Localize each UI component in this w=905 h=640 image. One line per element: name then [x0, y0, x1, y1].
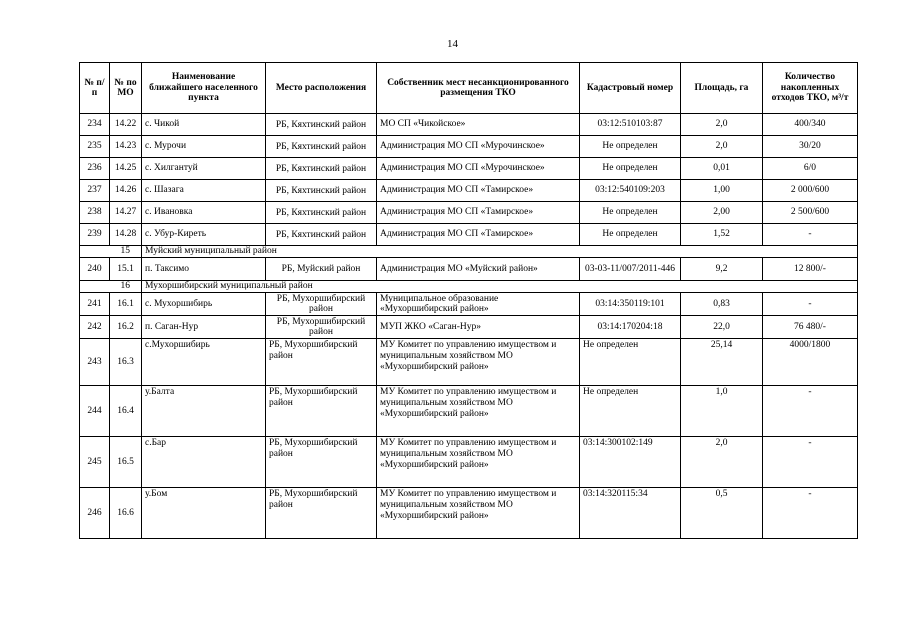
cell-cadastral: 03:12:510103:87 [580, 114, 681, 136]
cell-location: РБ, Кяхтинский район [266, 202, 377, 224]
cell-number: 245 [80, 437, 110, 488]
cell-place: с. Чикой [142, 114, 266, 136]
cell-owner: Администрация МО СП «Тамирское» [377, 180, 580, 202]
cell-area: 0,01 [681, 158, 763, 180]
table-row [80, 258, 858, 281]
table-row [80, 316, 858, 339]
table-row [80, 386, 858, 437]
cell-cadastral: Не определен [580, 339, 681, 386]
cell-number: 244 [80, 386, 110, 437]
cell-cadastral: Не определен [580, 136, 681, 158]
cell-owner: Муниципальное образование «Мухоршибирский район» [377, 293, 580, 316]
cell-area: 2,0 [681, 114, 763, 136]
cell-owner: Администрация МО СП «Мурочинское» [377, 158, 580, 180]
table-row [80, 180, 858, 202]
cell-number: 242 [80, 316, 110, 339]
cell-place: с.Бар [142, 437, 266, 488]
cell-mo: 14.22 [110, 114, 142, 136]
cell-number: 237 [80, 180, 110, 202]
cell-owner: Администрация МО СП «Тамирское» [377, 224, 580, 246]
table-row [80, 136, 858, 158]
cell-area: 1,00 [681, 180, 763, 202]
cell-place: у.Бом [142, 488, 266, 539]
cell-mo: 14.26 [110, 180, 142, 202]
table-row [80, 437, 858, 488]
cell-number: 238 [80, 202, 110, 224]
table-row [80, 339, 858, 386]
cell-quantity: - [763, 224, 858, 246]
cell-area: 9,2 [681, 258, 763, 281]
cell-area: 2,0 [681, 437, 763, 488]
table-row [80, 158, 858, 180]
cell-number: 236 [80, 158, 110, 180]
cell-area: 1,52 [681, 224, 763, 246]
cell-quantity: 6/0 [763, 158, 858, 180]
cell-location: РБ, Кяхтинский район [266, 224, 377, 246]
cell-mo: 14.23 [110, 136, 142, 158]
table-row [80, 488, 858, 539]
cell-location: РБ, Кяхтинский район [266, 136, 377, 158]
section-title: Мухоршибирский муниципальный район [142, 281, 858, 293]
cell-number: 235 [80, 136, 110, 158]
cell-location: РБ, Мухоршибирский район [266, 488, 377, 539]
header-cell: Наименование ближайшего населенного пункта [142, 63, 266, 114]
cell-quantity: - [763, 293, 858, 316]
cell-quantity: - [763, 488, 858, 539]
cell-area: 1,0 [681, 386, 763, 437]
cell-location: РБ, Мухоршибирский район [266, 316, 377, 339]
section-row [80, 281, 858, 293]
cell-mo: 15.1 [110, 258, 142, 281]
cell-quantity: 12 800/- [763, 258, 858, 281]
cell-number: 234 [80, 114, 110, 136]
cell-quantity: 2 000/600 [763, 180, 858, 202]
cell-number: 240 [80, 258, 110, 281]
cell-place: с. Шазага [142, 180, 266, 202]
table-row [80, 202, 858, 224]
cell-area: 25,14 [681, 339, 763, 386]
cell-location: РБ, Кяхтинский район [266, 114, 377, 136]
cell-mo: 16.1 [110, 293, 142, 316]
cell-mo: 14.27 [110, 202, 142, 224]
cell-quantity: - [763, 386, 858, 437]
header-cell: Площадь, га [681, 63, 763, 114]
cell-quantity: 30/20 [763, 136, 858, 158]
cell-place: с. Мухоршибирь [142, 293, 266, 316]
table-row [80, 293, 858, 316]
cell-owner: МУ Комитет по управлению имуществом и муниципальным хозяйством МО «Мухоршибирский район» [377, 488, 580, 539]
table-row [80, 224, 858, 246]
cell-owner: МО СП «Чикойское» [377, 114, 580, 136]
cell-place: с. Хилгантуй [142, 158, 266, 180]
cell-area: 0,83 [681, 293, 763, 316]
cell-quantity: 4000/1800 [763, 339, 858, 386]
cell-owner: МУ Комитет по управлению имуществом и муниципальным хозяйством МО «Мухоршибирский район» [377, 339, 580, 386]
table-header-row [80, 63, 858, 114]
cell-cadastral: Не определен [580, 202, 681, 224]
cell-location: РБ, Мухоршибирский район [266, 386, 377, 437]
cell-cadastral: Не определен [580, 386, 681, 437]
cell-number: 243 [80, 339, 110, 386]
cell-owner: МУ Комитет по управлению имуществом и муниципальным хозяйством МО «Мухоршибирский район» [377, 437, 580, 488]
cell-owner: МУ Комитет по управлению имуществом и муниципальным хозяйством МО «Мухоршибирский район» [377, 386, 580, 437]
table-row [80, 114, 858, 136]
cell-location: РБ, Мухоршибирский район [266, 339, 377, 386]
cell-quantity: - [763, 437, 858, 488]
cell-mo: 16.3 [110, 339, 142, 386]
cell-cadastral: 03:14:320115:34 [580, 488, 681, 539]
section-row [80, 246, 858, 258]
cell-owner: Администрация МО СП «Тамирское» [377, 202, 580, 224]
cell-owner: Администрация МО «Муйский район» [377, 258, 580, 281]
cell-location: РБ, Мухоршибирский район [266, 293, 377, 316]
cell-area: 22,0 [681, 316, 763, 339]
header-cell: № по МО [110, 63, 142, 114]
cell-place: у.Балта [142, 386, 266, 437]
cell-area: 2,0 [681, 136, 763, 158]
cell-place: п. Таксимо [142, 258, 266, 281]
cell-cadastral: 03:14:300102:149 [580, 437, 681, 488]
page-number: 14 [447, 38, 458, 50]
cell-cadastral: 03:14:170204:18 [580, 316, 681, 339]
cell-mo: 16.4 [110, 386, 142, 437]
header-cell: Собственник мест несанкционированного размещения ТКО [377, 63, 580, 114]
cell-mo: 14.25 [110, 158, 142, 180]
cell-owner: Администрация МО СП «Мурочинское» [377, 136, 580, 158]
cell-location: РБ, Муйский район [266, 258, 377, 281]
cell-quantity: 2 500/600 [763, 202, 858, 224]
cell-mo: 16.5 [110, 437, 142, 488]
cell-quantity: 400/340 [763, 114, 858, 136]
section-number: 16 [110, 281, 142, 293]
cell-cadastral: 03:14:350119:101 [580, 293, 681, 316]
section-number: 15 [110, 246, 142, 258]
cell-place: с. Убур-Киреть [142, 224, 266, 246]
header-cell: Кадастровый номер [580, 63, 681, 114]
cell-place: с.Мухоршибирь [142, 339, 266, 386]
cell-cadastral: Не определен [580, 224, 681, 246]
waste-sites-table [79, 62, 858, 539]
header-cell: Количество накопленных отходов ТКО, м³/т [763, 63, 858, 114]
cell-owner: МУП ЖКО «Саган-Нур» [377, 316, 580, 339]
cell-place: с. Ивановка [142, 202, 266, 224]
cell-place: п. Саган-Нур [142, 316, 266, 339]
cell-mo: 16.6 [110, 488, 142, 539]
cell-quantity: 76 480/- [763, 316, 858, 339]
cell-mo: 14.28 [110, 224, 142, 246]
cell-location: РБ, Кяхтинский район [266, 158, 377, 180]
cell-area: 2,00 [681, 202, 763, 224]
cell-location: РБ, Кяхтинский район [266, 180, 377, 202]
cell-cadastral: 03:12:540109:203 [580, 180, 681, 202]
cell-mo: 16.2 [110, 316, 142, 339]
cell-number: 239 [80, 224, 110, 246]
header-cell: № п/п [80, 63, 110, 114]
cell-location: РБ, Мухоршибирский район [266, 437, 377, 488]
cell-number: 241 [80, 293, 110, 316]
header-cell: Место расположения [266, 63, 377, 114]
cell-place: с. Мурочи [142, 136, 266, 158]
section-title: Муйский муниципальный район [142, 246, 858, 258]
cell-area: 0,5 [681, 488, 763, 539]
cell-number: 246 [80, 488, 110, 539]
cell-cadastral: Не определен [580, 158, 681, 180]
cell-cadastral: 03-03-11/007/2011-446 [580, 258, 681, 281]
